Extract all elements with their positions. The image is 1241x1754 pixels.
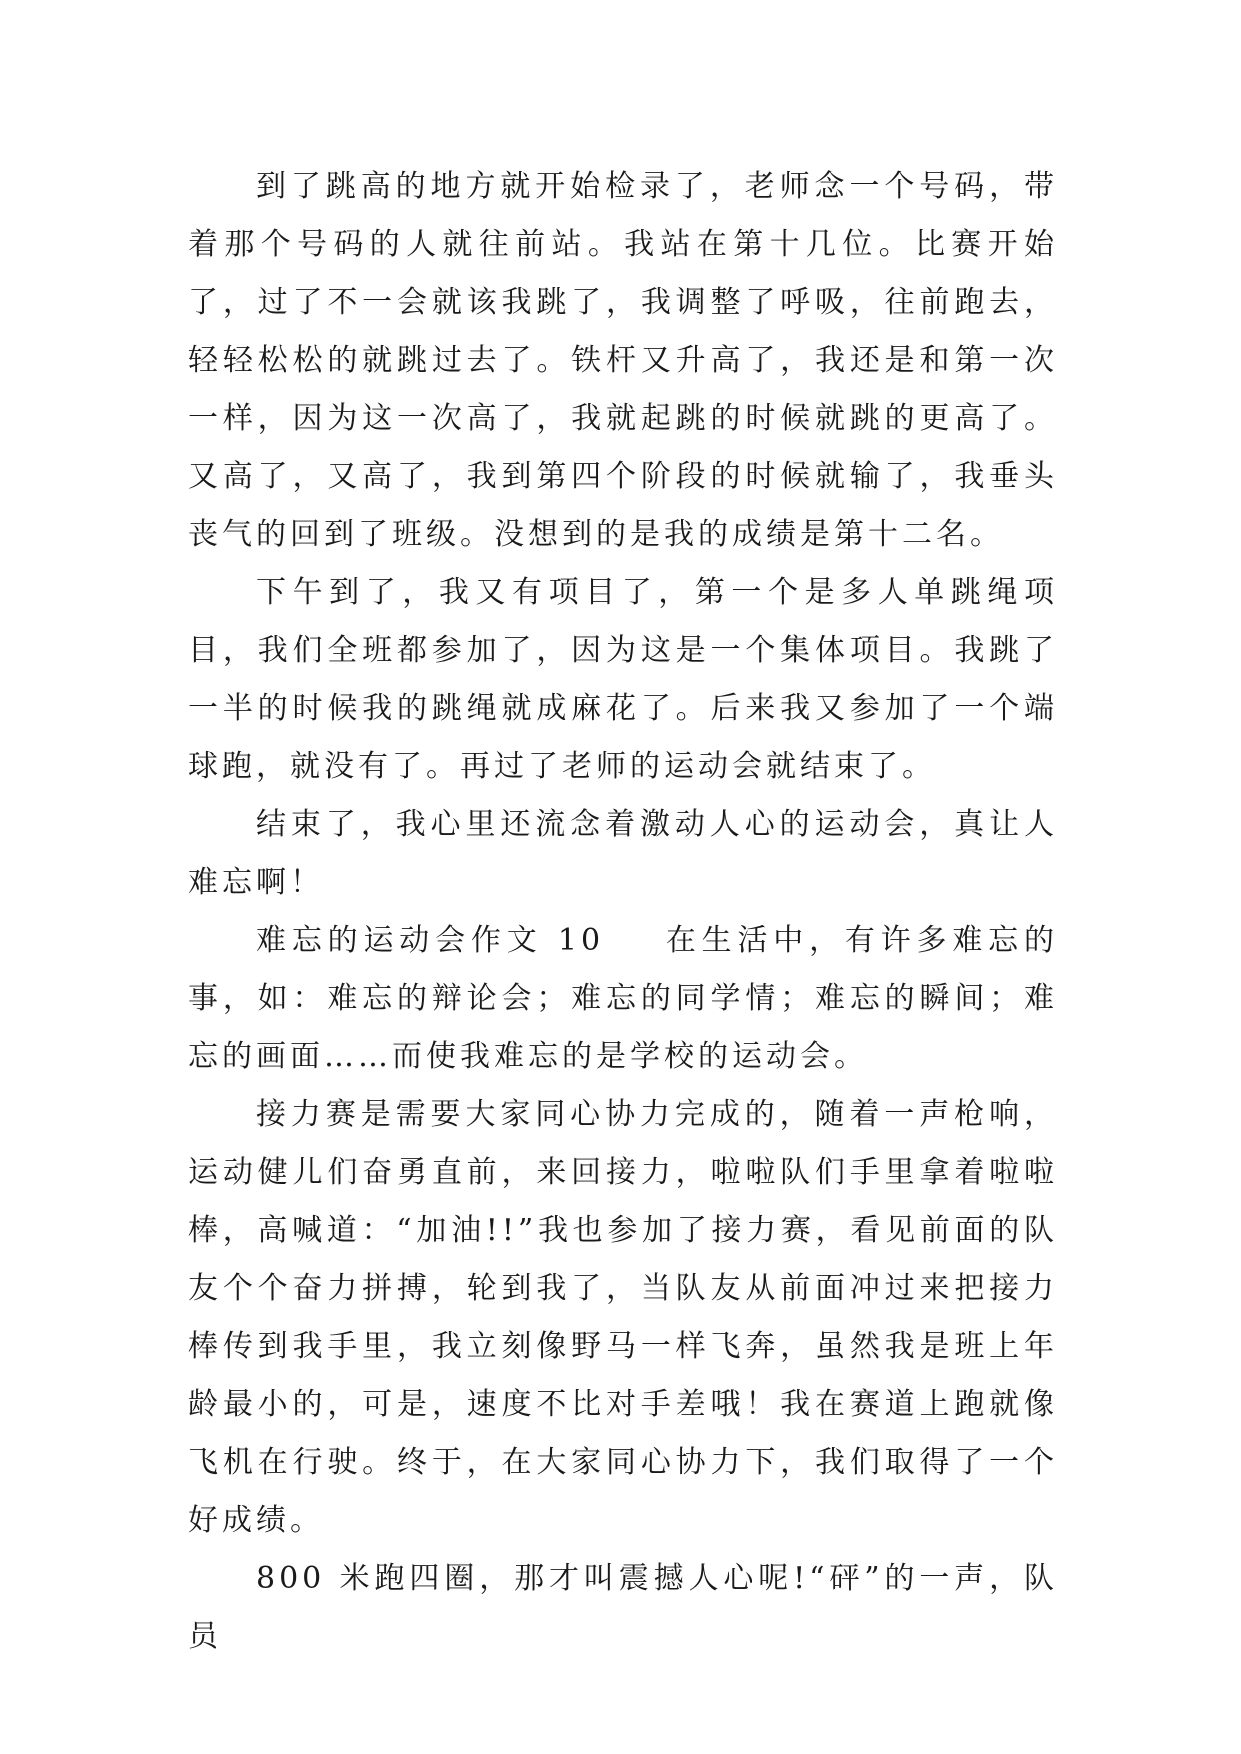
paragraph-800m: 800 米跑四圈，那才叫震撼人心呢!“砰”的一声，队员	[188, 1561, 1058, 1654]
paragraph-high-jump: 到了跳高的地方就开始检录了，老师念一个号码，带着那个号码的人就往前站。我站在第十几位。比赛开始了，过了不一会就该我跳了，我调整了呼吸，往前跑去，轻轻松松的就跳过去了。铁杆又升高了，我还是和第一次一样，因为这一次高了，我就起跳的时候就跳的更高了。又高了，又高了，我到第四个阶段的时候就输了，我垂头丧气的回到了班级。没想到的是我的成绩是第十二名。	[188, 169, 1058, 552]
paragraph-afternoon: 下午到了，我又有项目了，第一个是多人单跳绳项目，我们全班都参加了，因为这是一个集体项目。我跳了一半的时候我的跳绳就成麻花了。后来我又参加了一个端球跑，就没有了。再过了老师的运动会就结束了。	[188, 575, 1058, 784]
essay-body	[188, 158, 1058, 1666]
paragraph-section-10	[188, 912, 1058, 1086]
paragraph-relay: 接力赛是需要大家同心协力完成的，随着一声枪响，运动健儿们奋勇直前，来回接力，啦啦队们手里拿着啦啦棒，高喊道：“加油!!”我也参加了接力赛，看见前面的队友个个奋力拼搏，轮到我了，当队友从前面冲过来把接力棒传到我手里，我立刻像野马一样飞奔，虽然我是班上年龄最小的，可是，速度不比对手差哦！我在赛道上跑就像飞机在行驶。终于，在大家同心协力下，我们取得了一个好成绩。	[188, 1097, 1058, 1538]
section-title: 难忘的运动会作文 10	[256, 923, 605, 958]
paragraph-ending: 结束了，我心里还流念着激动人心的运动会，真让人难忘啊！	[188, 807, 1058, 900]
section-intro-text: 在生活中，有许多难忘的事，如：难忘的辩论会；难忘的同学情；难忘的瞬间；难忘的画面……而使我难忘的是学校的运动会。	[188, 923, 1059, 1074]
